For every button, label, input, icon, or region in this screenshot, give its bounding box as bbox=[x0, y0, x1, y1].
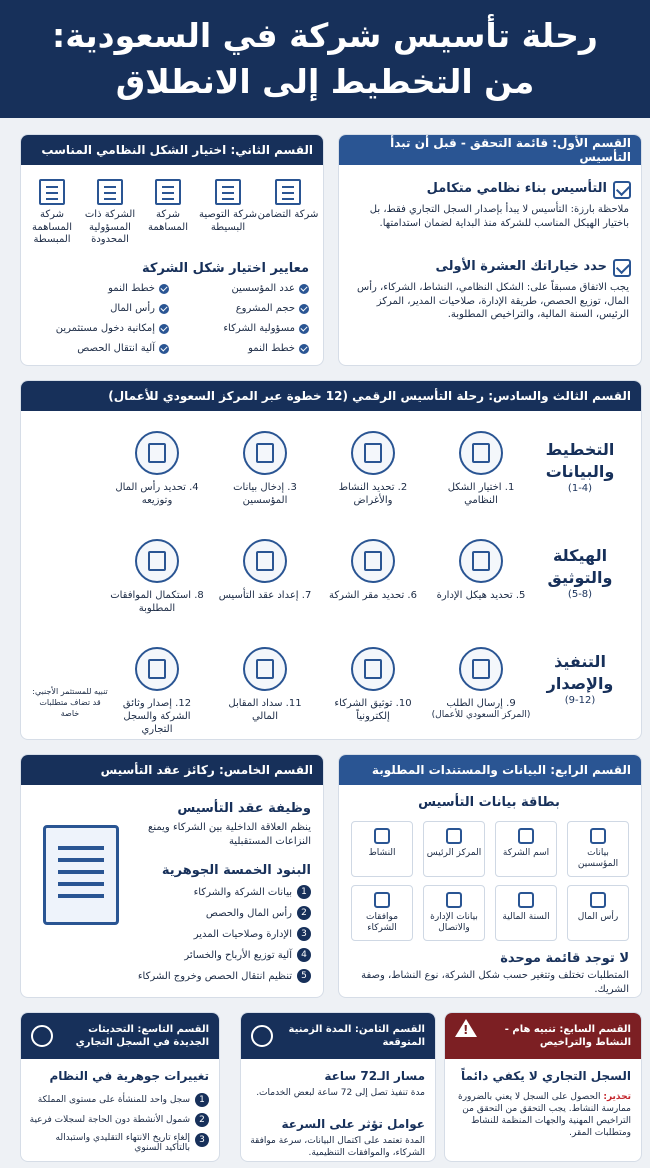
section4-subtitle: بطاقة بيانات التأسيس bbox=[418, 795, 560, 810]
phone-icon bbox=[446, 892, 462, 908]
section3-title: القسم الثالث والسادس: رحلة التأسيس الرقمي (12 خطوة عبر المركز السعودي للأعمال) bbox=[21, 381, 641, 411]
tile-headquarters: المركز الرئيس bbox=[423, 821, 485, 877]
criteria-item: إمكانية دخول مستثمرين bbox=[56, 323, 169, 334]
check-icon bbox=[613, 259, 631, 277]
send-document-icon bbox=[459, 647, 503, 691]
section8-item2-text: المدة تعتمد على اكتمال البيانات، سرعة موافقة الشركاء، والموافقات التنظيمية. bbox=[250, 1136, 425, 1159]
entity-partnership: شركة التضامن bbox=[257, 179, 319, 222]
section5-card bbox=[20, 754, 324, 998]
certificate-icon bbox=[135, 647, 179, 691]
building-icon bbox=[518, 828, 534, 844]
page-title-line1: رحلة تأسيس شركة في السعودية: bbox=[52, 16, 598, 55]
step9-note: (المركز السعودي للأعمال) bbox=[431, 710, 531, 720]
user-icon bbox=[590, 828, 606, 844]
section7-headline: السجل التجاري لا يكفي دائماً bbox=[460, 1069, 631, 1083]
criteria-item: عدد المؤسسين bbox=[231, 283, 309, 294]
page-header bbox=[0, 0, 650, 118]
section9-card bbox=[20, 1012, 220, 1162]
clause-item: 1 بيانات الشركة والشركاء bbox=[194, 885, 311, 899]
certificate-icon bbox=[459, 431, 503, 475]
location-pin-icon bbox=[351, 539, 395, 583]
tile-partner-approvals: موافقات الشركاء bbox=[351, 885, 413, 941]
handshake-icon bbox=[275, 179, 301, 205]
step-4: 4. تحديد رأس المال وتوزيعه bbox=[107, 431, 207, 507]
section8-item2-title: عوامل تؤثر على السرعة bbox=[281, 1117, 425, 1131]
tile-company-name: اسم الشركة bbox=[495, 821, 557, 877]
document-icon bbox=[243, 539, 287, 583]
tile-fiscal-year: السنة المالية bbox=[495, 885, 557, 941]
update-item: 2 شمول الأنشطة دون الحاجة لسجلات فرعية bbox=[30, 1113, 209, 1127]
section8-item1-text: مدة تنفيذ تصل إلى 72 ساعة لبعض الخدمات. bbox=[256, 1088, 425, 1098]
section4-card bbox=[338, 754, 642, 998]
clause-item: 2 رأس المال والحصص bbox=[206, 906, 311, 920]
payment-icon bbox=[243, 647, 287, 691]
section1-item2-text: يجب الاتفاق مسبقاً على: الشكل النظامي، النشاط، الشركاء، رأس المال، توزيع الحصص، طريقة الإدارة، صلاحيات المدير، المركز الرئيس، السنة المالية، والتراخيص المطلوبة. bbox=[357, 282, 629, 320]
section1-item2-title: حدد خياراتك العشرة الأولى bbox=[435, 259, 607, 274]
section1-item1-title: التأسيس بناء نظامي متكامل bbox=[426, 181, 607, 196]
section1-card bbox=[338, 134, 642, 366]
building-icon bbox=[155, 179, 181, 205]
step-7: 7. إعداد عقد التأسيس bbox=[215, 539, 315, 602]
stage-execution: التنفيذ والإصدار (9-12) bbox=[546, 652, 614, 707]
org-chart-icon bbox=[459, 539, 503, 583]
step-3: 3. إدخال بيانات المؤسسين bbox=[215, 431, 315, 507]
section5-clauses-title: البنود الخمسة الجوهرية bbox=[161, 863, 311, 878]
step-10: 10. توثيق الشركاء إلكترونياً bbox=[323, 647, 423, 723]
section9-subtitle: تغييرات جوهرية في النظام bbox=[49, 1069, 209, 1083]
contract-document-icon bbox=[43, 825, 119, 925]
check-icon bbox=[613, 181, 631, 199]
criteria-item: رأس المال bbox=[110, 303, 169, 314]
section4-note-title: لا توجد قائمة موحدة bbox=[500, 951, 629, 966]
entity-simplified-joint-stock: شركة المساهمة المبسطة bbox=[21, 179, 83, 247]
section9-title: القسم التاسع: التحديثات الجديدة في السجل التجاري bbox=[21, 1013, 219, 1059]
refresh-icon bbox=[31, 1025, 53, 1047]
clock-icon bbox=[251, 1025, 273, 1047]
section1-item1-text: ملاحظة بارزة: التأسيس لا يبدأ بإصدار السجل التجاري فقط، بل باختيار الهيكل المناسب للشركة منذ البداية لضمان استدامتها. bbox=[369, 204, 629, 229]
section8-card bbox=[240, 1012, 436, 1162]
tile-capital: رأس المال bbox=[567, 885, 629, 941]
warning-icon bbox=[455, 1019, 477, 1037]
section7-text: تحذير: الحصول على السجل لا يعني بالضرورة ممارسة النشاط. يجب التحقق من التحقق من التراخيص المهنية والجهات المنظمة للنشاط ومتطلبات المقر. bbox=[458, 1092, 631, 1139]
section3-card bbox=[20, 380, 642, 740]
money-bag-icon bbox=[590, 892, 606, 908]
warning-label: تحذير: bbox=[603, 1092, 631, 1102]
section2-title: القسم الثاني: اختيار الشكل النظامي المناسب bbox=[21, 135, 323, 165]
section4-note-text: المتطلبات تختلف وتتغير حسب شكل الشركة، نوع النشاط، وصفة الشريك. bbox=[361, 970, 629, 995]
money-bag-icon bbox=[135, 431, 179, 475]
section2-card bbox=[20, 134, 324, 366]
criteria-title: معايير اختيار شكل الشركة bbox=[142, 261, 309, 276]
step-5: 5. تحديد هيكل الإدارة bbox=[431, 539, 531, 602]
step-1: 1. اختيار الشكل النظامي bbox=[431, 431, 531, 507]
section8-title: القسم الثامن: المدة الزمنية المتوقعة bbox=[241, 1013, 435, 1059]
section7-title: القسم السابع: تنبيه هام - النشاط والتراخيص bbox=[445, 1013, 641, 1059]
foreign-investor-note: تنبيه للمستثمر الأجنبي: قد تضاف متطلبات خاصة bbox=[32, 687, 108, 718]
form-icon bbox=[243, 431, 287, 475]
entity-llc: الشركة ذات المسؤولية المحدودة bbox=[79, 179, 141, 247]
magnifier-icon bbox=[351, 431, 395, 475]
briefcase-icon bbox=[374, 828, 390, 844]
clause-item: 5 تنظيم انتقال الحصص وخروج الشركاء bbox=[138, 969, 311, 983]
tile-founders: بيانات المؤسسين bbox=[567, 821, 629, 877]
page-title-line2: من التخطيط إلى الانطلاق bbox=[115, 62, 535, 101]
tile-management-contact: بيانات الإدارة والاتصال bbox=[423, 885, 485, 941]
section5-role-title: وظيفة عقد التأسيس bbox=[177, 801, 311, 816]
criteria-item: خطط النمو bbox=[248, 343, 309, 354]
building-icon bbox=[39, 179, 65, 205]
section4-title: القسم الرابع: البيانات والمستندات المطلوبة bbox=[339, 755, 641, 785]
clause-item: 4 آلية توزيع الأرباح والخسائر bbox=[184, 948, 311, 962]
tile-activity: النشاط bbox=[351, 821, 413, 877]
building-icon bbox=[97, 179, 123, 205]
entity-joint-stock: شركة المساهمة bbox=[137, 179, 199, 234]
step-12: 12. إصدار وثائق الشركة والسجل التجاري bbox=[107, 647, 207, 736]
stage-structuring: الهيكلة والتوثيق (5-8) bbox=[547, 546, 613, 601]
criteria-item: خطط النمو bbox=[108, 283, 169, 294]
id-card-icon bbox=[351, 647, 395, 691]
building-icon bbox=[215, 179, 241, 205]
step-8: 8. استكمال الموافقات المطلوبة bbox=[107, 539, 207, 615]
clause-item: 3 الإدارة وصلاحيات المدير bbox=[194, 927, 311, 941]
section1-title: القسم الأول: قائمة التحقق - قبل أن تبدأ التأسيس bbox=[339, 135, 641, 165]
checkmark-icon bbox=[374, 892, 390, 908]
calendar-icon bbox=[518, 892, 534, 908]
section5-title: القسم الخامس: ركائز عقد التأسيس bbox=[21, 755, 323, 785]
stage-planning: التخطيط والبيانات (1-4) bbox=[545, 440, 615, 495]
section5-role-text: ينظم العلاقة الداخلية بين الشركاء ويمنع النزاعات المستقبلية bbox=[148, 822, 311, 847]
section7-card bbox=[444, 1012, 642, 1162]
update-item: 1 سجل واحد للمنشأة على مستوى المملكة bbox=[38, 1093, 209, 1107]
update-item: 3 إلغاء تاريخ الانتهاء التقليدي واستبداله بالتأكيد السنوي bbox=[29, 1133, 209, 1153]
criteria-item: حجم المشروع bbox=[236, 303, 309, 314]
step-6: 6. تحديد مقر الشركة bbox=[323, 539, 423, 602]
entity-limited-partnership: شركة التوصية البسيطة bbox=[197, 179, 259, 234]
step-11: 11. سداد المقابل المالي bbox=[215, 647, 315, 723]
criteria-item: مسؤولية الشركاء bbox=[223, 323, 309, 334]
location-pin-icon bbox=[446, 828, 462, 844]
criteria-item: آلية انتقال الحصص bbox=[77, 343, 169, 354]
step-9: 9. إرسال الطلب (المركز السعودي للأعمال) bbox=[431, 647, 531, 722]
approval-icon bbox=[135, 539, 179, 583]
step-2: 2. تحديد النشاط والأغراض bbox=[323, 431, 423, 507]
section8-item1-title: مسار الـ72 ساعة bbox=[324, 1069, 425, 1083]
